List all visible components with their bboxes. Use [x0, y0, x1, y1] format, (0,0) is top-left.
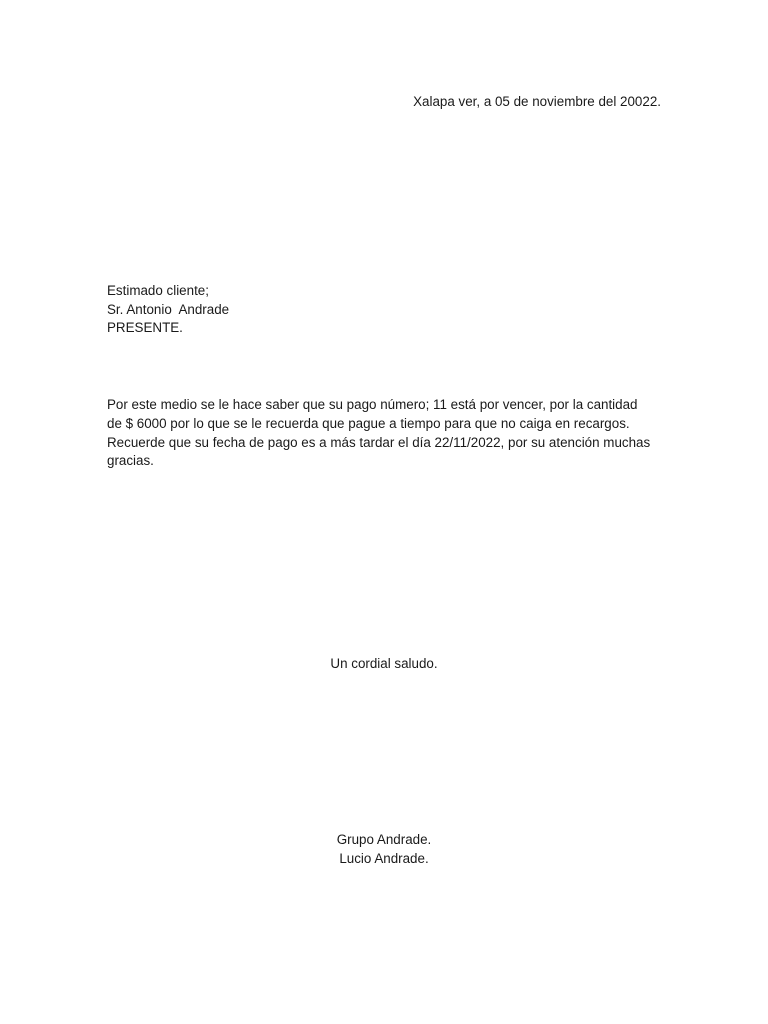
- presente-label: PRESENTE.: [107, 320, 183, 336]
- signature-block: [0, 831, 768, 868]
- body-line: Recuerde que su fecha de pago es a más tardar el día 22/11/2022, por su atención muchas: [107, 434, 651, 450]
- body-line: Por este medio se le hace saber que su pago número; 11 está por vencer, por la cantidad: [107, 397, 638, 412]
- date-line: Xalapa ver, a 05 de noviembre del 20022.: [413, 94, 661, 109]
- greeting: Estimado cliente;: [107, 283, 209, 298]
- recipient-block: [107, 282, 229, 338]
- body-line: de $ 6000 por lo que se le recuerda que pague a tiempo para que no caiga en recargos.: [107, 415, 630, 431]
- recipient-name: Sr. Antonio Andrade: [107, 301, 230, 317]
- signature-company: Grupo Andrade.: [336, 832, 432, 847]
- signature-person: Lucio Andrade.: [339, 850, 429, 866]
- body-line: gracias.: [107, 453, 154, 469]
- letter-body: [107, 396, 667, 471]
- closing-line: Un cordial saludo.: [330, 656, 438, 672]
